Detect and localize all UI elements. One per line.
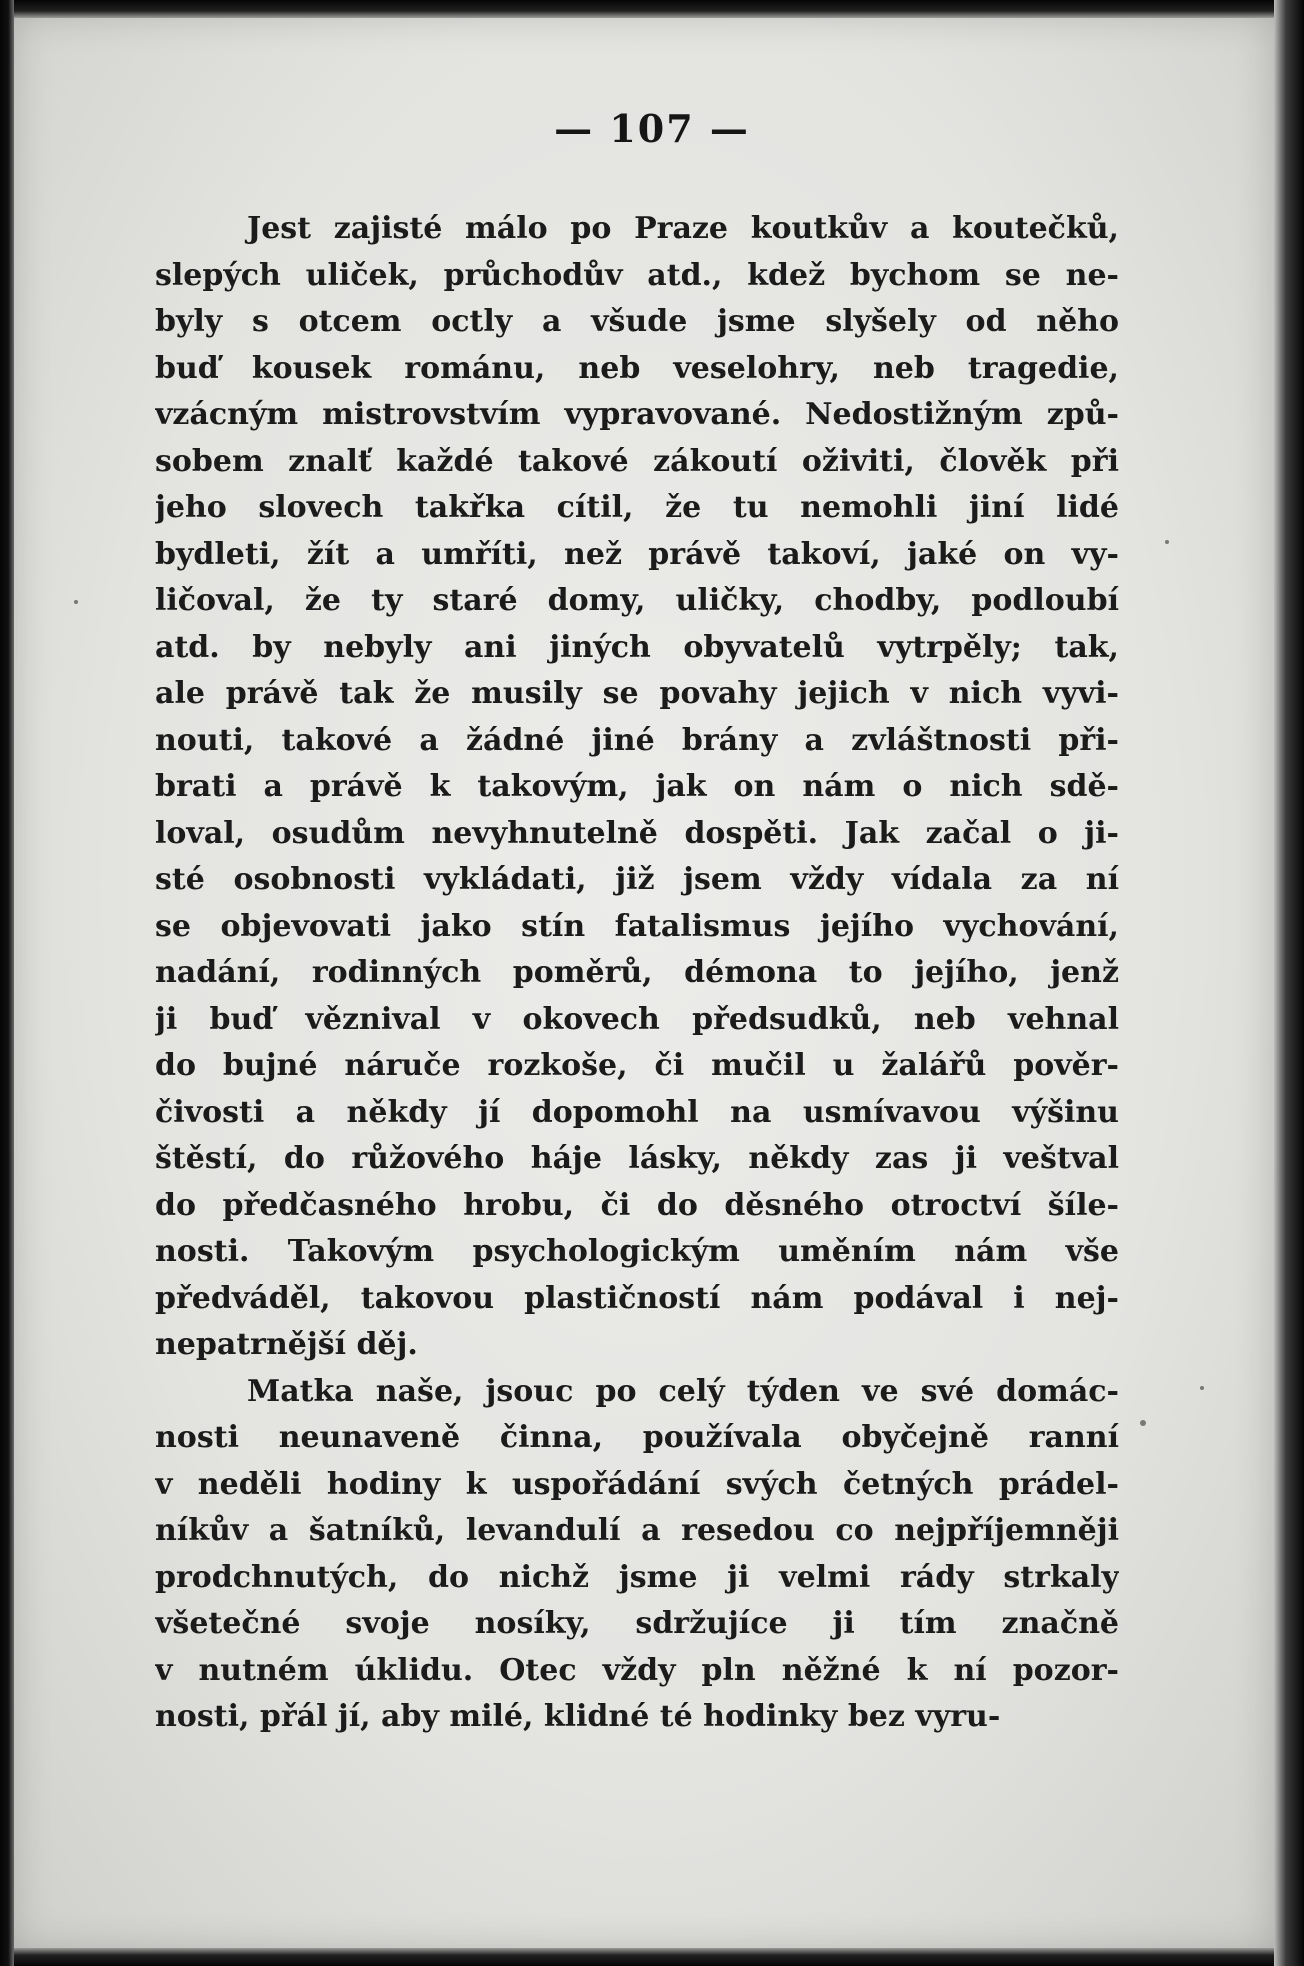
text-line: ji buď věznival v okovech předsudků, neb vehnal [155, 1001, 1119, 1037]
text-line: Jest zajisté málo po Praze koutkův a koutečků, [247, 211, 1119, 246]
text-line: předváděl, takovou plastičností nám podával i nej- [155, 1280, 1119, 1316]
text-line: byly s otcem octly a všude jsme slyšely od něho [155, 304, 1119, 339]
text-line: všetečné svoje nosíky, sdržujíce ji tím značně [155, 1606, 1119, 1641]
text-line: loval, osudům nevyhnutelně dospěti. Jak začal o ji- [155, 815, 1119, 851]
paper-speck [74, 600, 78, 604]
text-line: v neděli hodiny k uspořádání svých četných prádel- [155, 1466, 1119, 1502]
text-line: nouti, takové a žádné jiné brány a zvláštnosti při- [155, 722, 1119, 758]
text-line: atd. by nebyly ani jiných obyvatelů vytrpěly; tak, [155, 629, 1119, 665]
text-line: sté osobnosti vykládati, již jsem vždy vídala za ní [155, 862, 1119, 897]
page-number: — 107 — [554, 106, 750, 151]
paper-speck [1165, 540, 1169, 544]
book-spine-edge [0, 0, 14, 1966]
text-line: do bujné náruče rozkoše, či mučil u žalářů pověr- [155, 1048, 1119, 1083]
text-line: sobem znalť každé takové zákoutí oživiti, člověk při [155, 443, 1119, 479]
text-line: bydleti, žít a umříti, než právě takoví, jaké on vy- [155, 536, 1119, 572]
text-line: Matka naše, jsouc po celý týden ve své domác- [247, 1373, 1119, 1409]
text-line: v nutném úklidu. Otec vždy pln něžné k ní pozor- [155, 1652, 1119, 1688]
text-line: slepých uliček, průchodův atd., kdež bychom se ne- [155, 257, 1119, 293]
page-right-edge [1274, 0, 1304, 1966]
text-line: prodchnutých, do nichž jsme ji velmi rády strkaly [155, 1559, 1119, 1595]
text-line: buď kousek románu, neb veselohry, neb tragedie, [155, 350, 1119, 386]
paper-speck [1140, 1420, 1146, 1426]
text-line: nepatrnější děj. [155, 1327, 418, 1362]
text-line: jeho slovech takřka cítil, že tu nemohli jiní lidé [155, 490, 1119, 525]
paragraph [155, 1369, 1119, 1741]
text-line: do předčasného hrobu, či do děsného otroctví šíle- [155, 1187, 1119, 1223]
text-line: ale právě tak že musily se povahy jejich v nich vyvi- [155, 676, 1119, 711]
text-line: brati a právě k takovým, jak on nám o nich sdě- [155, 769, 1119, 804]
text-line: níkův a šatníků, levandulí a resedou co nejpříjemněji [155, 1513, 1119, 1548]
paragraph [155, 206, 1119, 1369]
paper-speck [1200, 1386, 1204, 1390]
page-bottom-shadow [0, 1948, 1304, 1966]
text-line: nosti. Takovým psychologickým uměním nám vše [155, 1234, 1119, 1269]
page-top-shadow [0, 0, 1304, 18]
text-line: ličoval, že ty staré domy, uličky, chodby, podloubí [155, 583, 1119, 618]
text-line: nosti, přál jí, aby milé, klidné té hodinky bez vyru- [155, 1699, 1001, 1734]
text-line: vzácným mistrovstvím vypravované. Nedostižným způ- [155, 397, 1119, 432]
text-line: štěstí, do růžového háje lásky, někdy zas ji veštval [155, 1141, 1119, 1176]
text-line: se objevovati jako stín fatalismus jejího vychování, [155, 908, 1119, 944]
text-line: čivosti a někdy jí dopomohl na usmívavou výšinu [155, 1094, 1119, 1130]
text-line: nosti neunaveně činna, používala obyčejně ranní [155, 1420, 1119, 1455]
text-line: nadání, rodinných poměrů, démona to jejího, jenž [155, 955, 1119, 990]
body-text [155, 206, 1119, 1741]
